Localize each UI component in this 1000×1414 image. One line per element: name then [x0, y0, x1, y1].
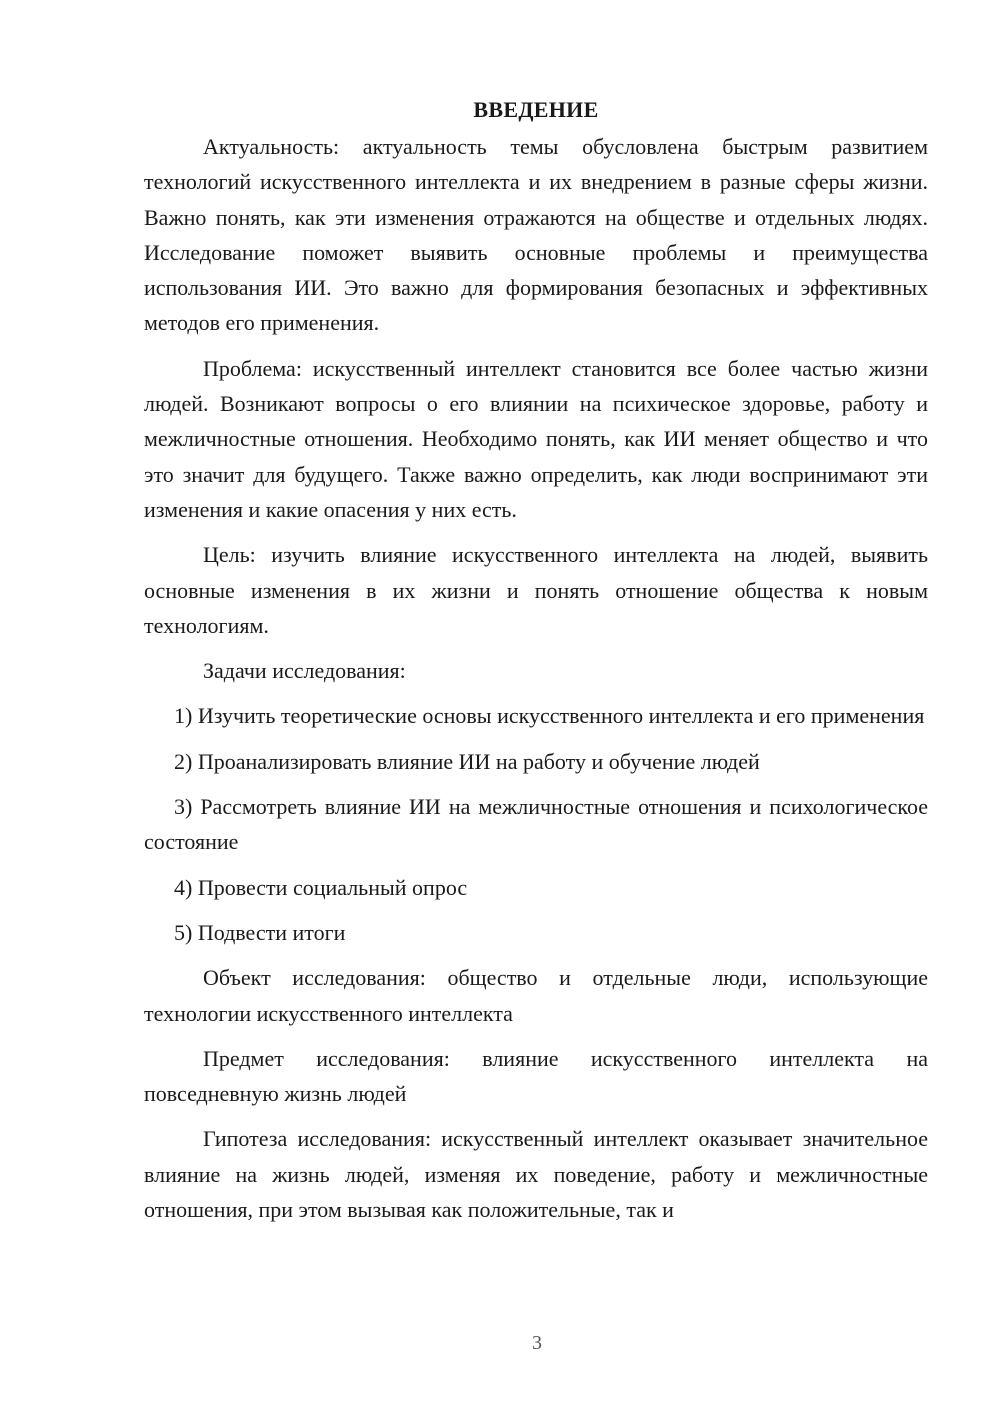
paragraph-relevance: Актуальность: актуальность темы обусловлена быстрым развитием технологий искусственного интеллекта и их внедрением в разные сферы жизни. Важно понять, как эти изменения отражаются на обществе и отдельных людях. Исследование поможет выявить основные проблемы и преимущества использования ИИ. Это важно для формирования безопасных и эффективных методов его применения. — [144, 134, 928, 336]
paragraph-subject: Предмет исследования: влияние искусственного интеллекта на повседневную жизнь людей — [144, 1045, 928, 1107]
task-item-1: 1) Изучить теоретические основы искусственного интеллекта и его применения — [174, 703, 925, 729]
section-heading: ВВЕДЕНИЕ — [473, 97, 599, 122]
page-number: 3 — [532, 1332, 542, 1354]
paragraph-problem: Проблема: искусственный интеллект становится все более частью жизни людей. Возникают вопросы о его влиянии на психическое здоровье, работу и межличностные отношения. Необходимо понять, как ИИ меняет общество и что это значит для будущего. Также важно определить, как люди воспринимают эти изменения и какие опасения у них есть. — [144, 355, 928, 522]
task-item-5: 5) Подвести итоги — [174, 919, 346, 945]
document-page — [144, 92, 928, 1237]
paragraph-hypothesis: Гипотеза исследования: искусственный интеллект оказывает значительное влияние на жизнь людей, изменяя их поведение, работу и межличностные отношения, при этом вызывая как положительные, так и — [144, 1126, 928, 1223]
task-item-3: 3) Рассмотреть влияние ИИ на межличностные отношения и психологическое состояние — [144, 794, 928, 855]
paragraph-tasks-heading: Задачи исследования: — [203, 658, 406, 684]
task-item-2: 2) Проанализировать влияние ИИ на работу и обучение людей — [174, 748, 760, 774]
paragraph-object: Объект исследования: общество и отдельные люди, использующие технологии искусственного интеллекта — [144, 965, 928, 1026]
task-item-4: 4) Провести социальный опрос — [174, 874, 468, 900]
paragraph-goal: Цель: изучить влияние искусственного интеллекта на людей, выявить основные изменения в их жизни и понять отношение общества к новым технологиям. — [144, 542, 928, 638]
